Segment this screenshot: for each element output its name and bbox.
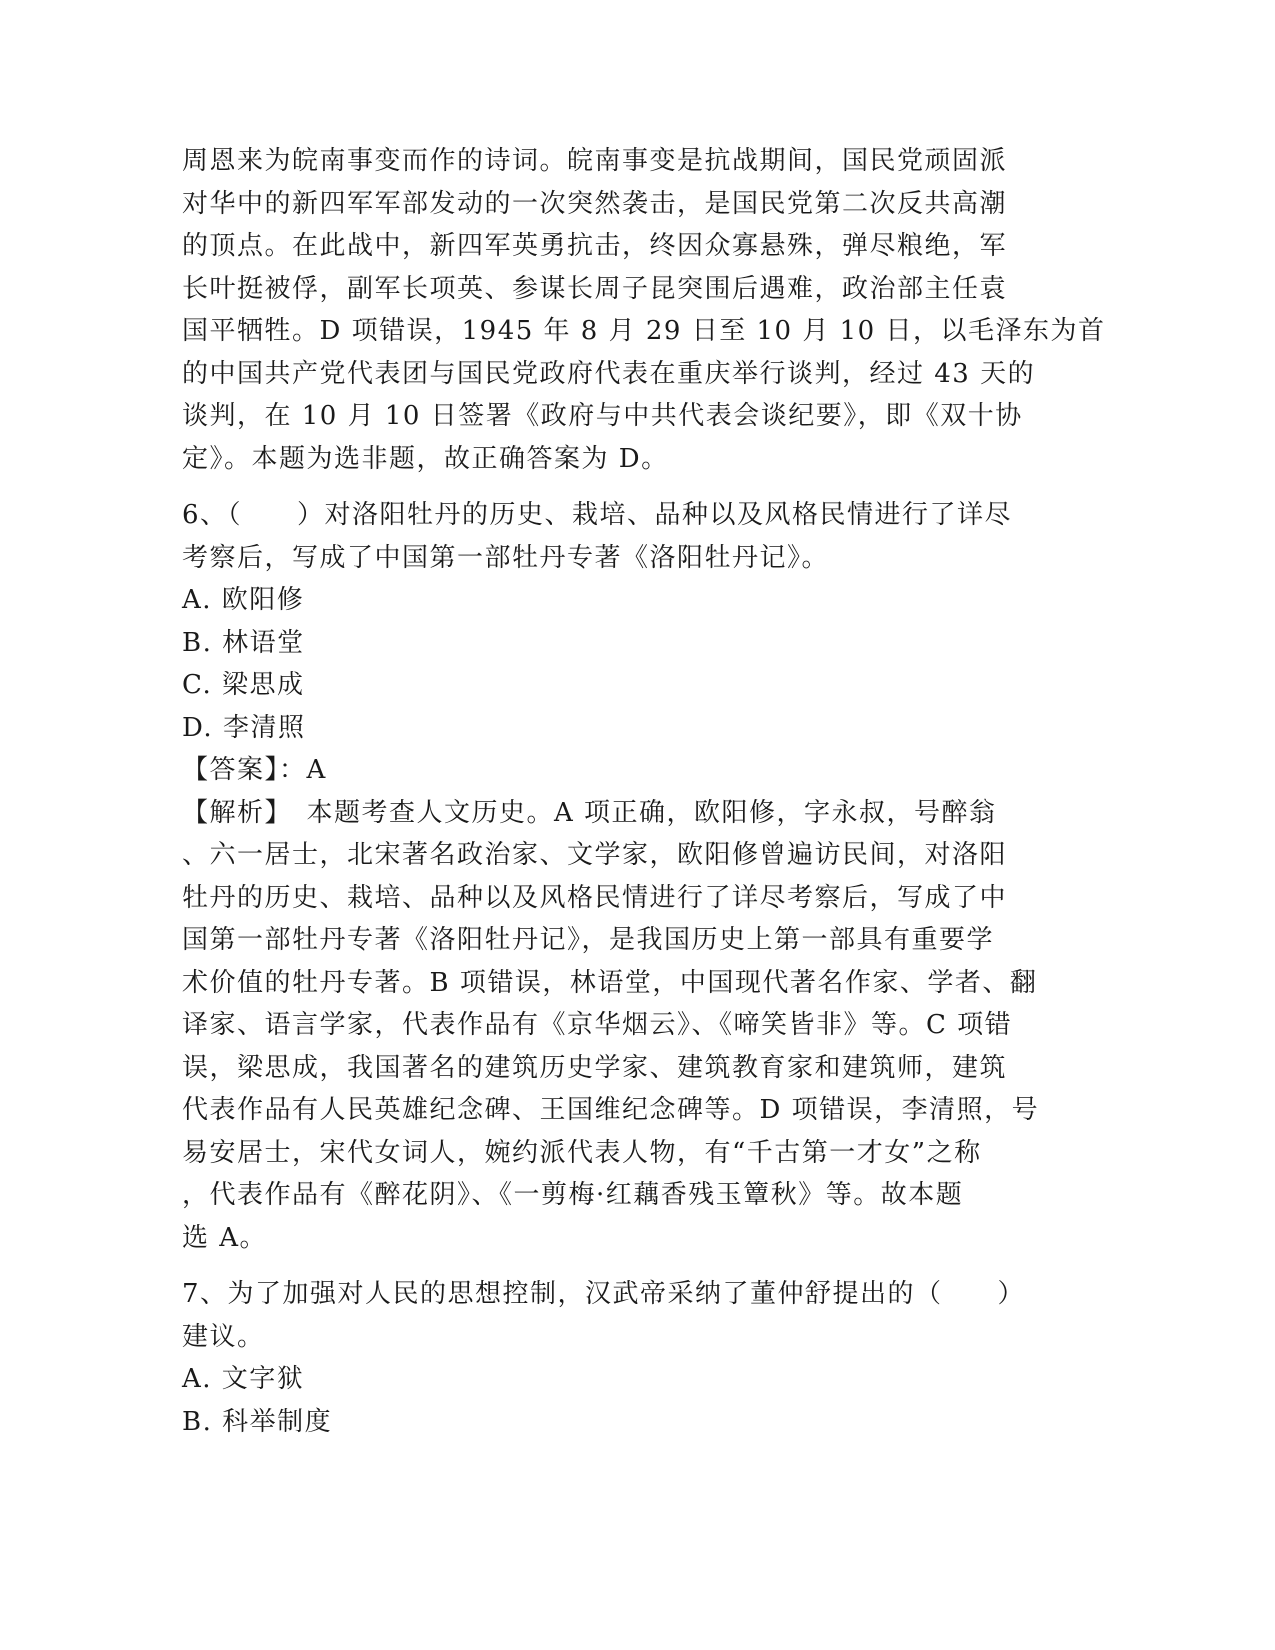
text-line: 长叶挺被俘，副军长项英、参谋长周子昆突围后遇难，政治部主任袁 (182, 273, 1008, 304)
option-d: D. 李清照 (182, 712, 306, 743)
previous-explanation (182, 140, 1106, 480)
text-line: 国平牺牲。D 项错误，1945 年 8 月 29 日至 10 月 10 日，以毛泽东为首 (182, 316, 1106, 346)
option-b: B. 科举制度 (182, 1406, 333, 1437)
explanation-line: 【解析】 本题考查人文历史。A 项正确，欧阳修，字永叔，号醉翁 (182, 797, 997, 828)
document-page (182, 140, 1106, 1443)
text-line: 定》。本题为选非题，故正确答案为 D。 (182, 443, 669, 474)
explanation-line: 牡丹的历史、栽培、品种以及风格民情进行了详尽考察后，写成了中 (182, 882, 1008, 913)
explanation-line: 译家、语言学家，代表作品有《京华烟云》、《啼笑皆非》等。C 项错 (182, 1010, 1013, 1040)
text-line: 的顶点。在此战中，新四军英勇抗击，终因众寡悬殊，弹尽粮绝，军 (182, 231, 1008, 261)
text-line: 周恩来为皖南事变而作的诗词。皖南事变是抗战期间，国民党顽固派 (182, 146, 1008, 176)
explanation-line: 术价值的牡丹专著。B 项错误，林语堂，中国现代著名作家、学者、翻 (182, 967, 1038, 998)
option-b: B. 林语堂 (182, 627, 305, 658)
text-line: 对华中的新四军军部发动的一次突然袭击，是国民党第二次反共高潮 (182, 188, 1008, 219)
explanation-line: 选 A。 (182, 1222, 268, 1253)
question-6 (182, 494, 1062, 1259)
explanation-line: 易安居士，宋代女词人，婉约派代表人物，有“千古第一才女”之称 (182, 1137, 982, 1168)
explanation-line: 代表作品有人民英雄纪念碑、王国维纪念碑等。D 项错误，李清照，号 (182, 1095, 1040, 1125)
text-line: 谈判，在 10 月 10 日签署《政府与中共代表会谈纪要》，即《双十协 (182, 401, 1023, 431)
text-line: 的中国共产党代表团与国民党政府代表在重庆举行谈判，经过 43 天的 (182, 358, 1036, 389)
question-stem: 考察后，写成了中国第一部牡丹专著《洛阳牡丹记》。 (182, 542, 830, 573)
explanation-line: ，代表作品有《醉花阴》、《一剪梅·红藕香残玉簟秋》等。故本题 (182, 1180, 964, 1210)
explanation-line: 、六一居士，北宋著名政治家、文学家，欧阳修曾遍访民间，对洛阳 (182, 840, 1008, 870)
option-a: A. 欧阳修 (182, 585, 305, 615)
question-7 (182, 1273, 1062, 1443)
option-a: A. 文字狱 (182, 1364, 305, 1394)
explanation-line: 误，梁思成，我国著名的建筑历史学家、建筑教育家和建筑师，建筑 (182, 1052, 1008, 1083)
answer-line: 【答案】：A (182, 755, 327, 785)
explanation-line: 国第一部牡丹专著《洛阳牡丹记》，是我国历史上第一部具有重要学 (182, 925, 995, 955)
question-stem: 建议。 (182, 1321, 265, 1352)
question-stem: 7、为了加强对人民的思想控制，汉武帝采纳了董仲舒提出的（ ） (182, 1279, 1026, 1309)
question-stem: 6、（ ）对洛阳牡丹的历史、栽培、品种以及风格民情进行了详尽 (182, 500, 1013, 530)
option-c: C. 梁思成 (182, 670, 305, 700)
